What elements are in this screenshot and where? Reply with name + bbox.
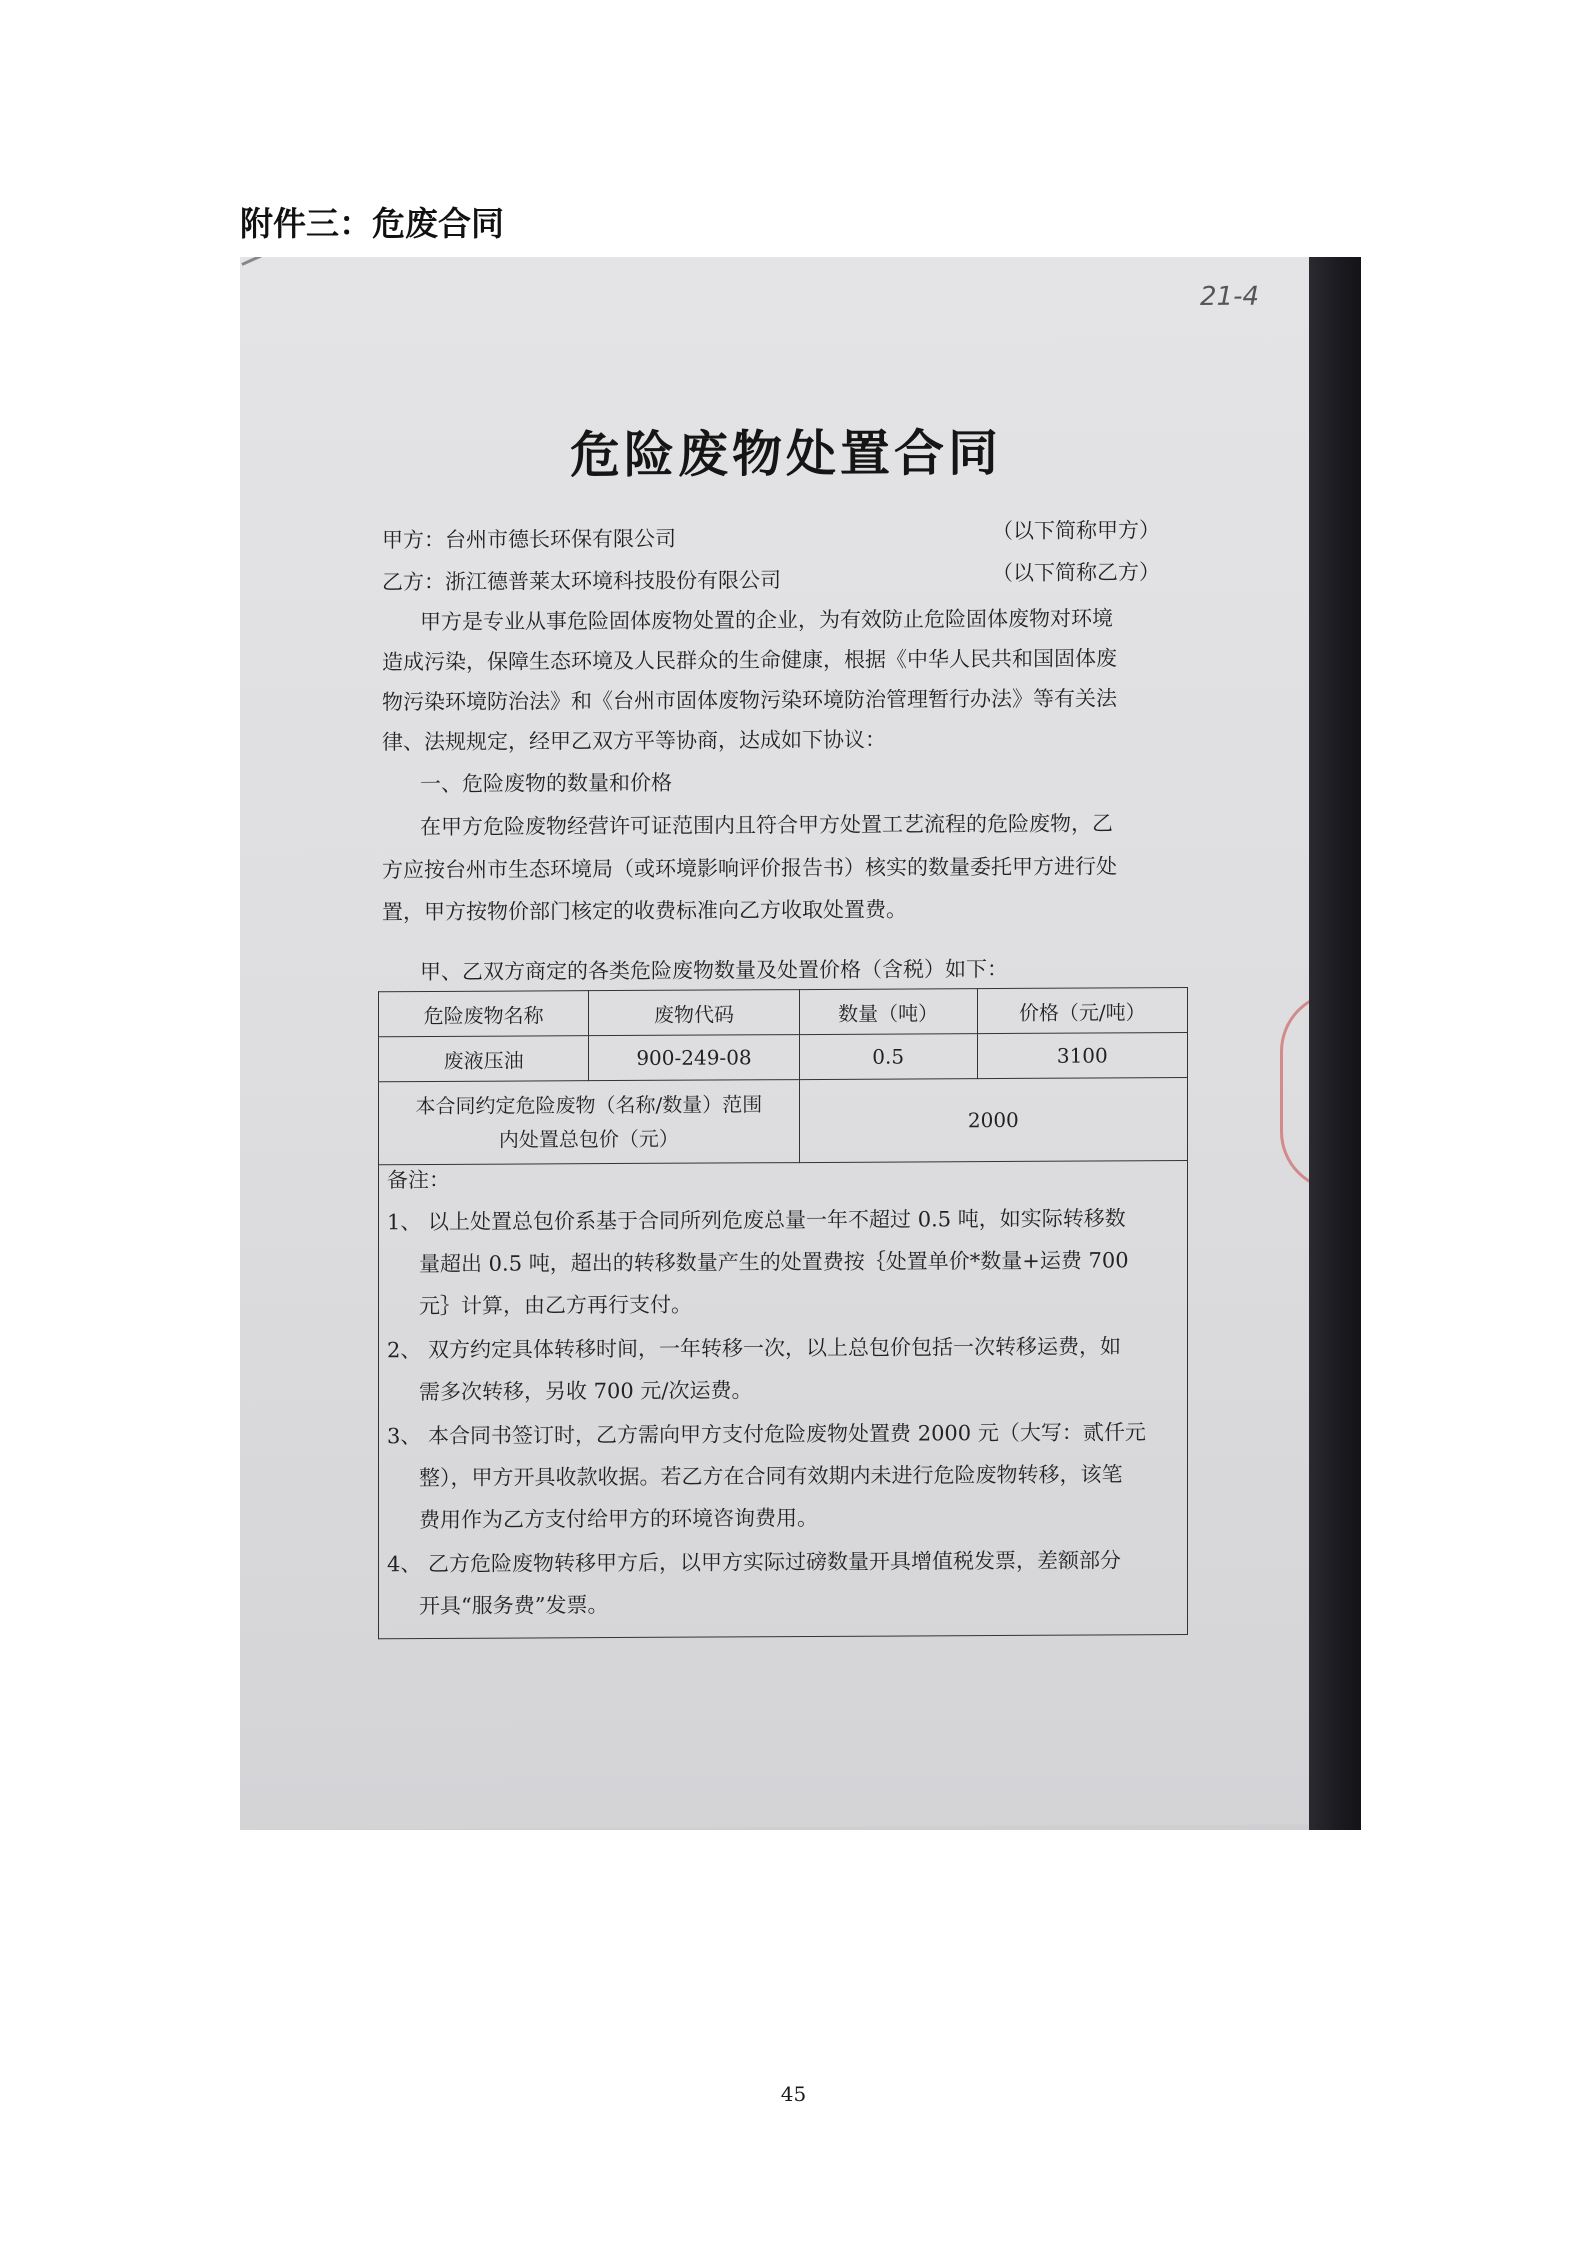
page-number: 45 [780, 2082, 807, 2106]
page-heading: 附件三：危废合同 [240, 204, 504, 243]
table-cell: 3100 [977, 1033, 1187, 1079]
table-cell: 废液压油 [379, 1036, 589, 1082]
notes-box [378, 1150, 1188, 1639]
note-line: 费用作为乙方支付给甲方的环境咨询费用。 [419, 1505, 818, 1533]
note-line: 需多次转移，另收 700 元/次运费。 [419, 1378, 753, 1405]
section-line: 方应按台州市生态环境局（或环境影响评价报告书）核实的数量委托甲方进行处 [382, 854, 1117, 883]
note-line: 4、 乙方危险废物转移甲方后，以甲方实际过磅数量开具增值税发票，差额部分 [387, 1548, 1122, 1577]
table-cell: 900-249-08 [589, 1035, 799, 1081]
intro-line: 物污染环境防治法》和《台州市固体废物污染环境防治管理暂行办法》等有关法 [382, 686, 1117, 715]
photo-background-edge [1309, 257, 1361, 1830]
party-b: 乙方：浙江德普莱太环境科技股份有限公司 [382, 568, 781, 595]
table-intro: 甲、乙双方商定的各类危险废物数量及处置价格（含税）如下： [420, 956, 1008, 985]
section-line: 在甲方危险废物经营许可证范围内且符合甲方处置工艺流程的危险废物，乙 [420, 811, 1113, 840]
contract-paper [240, 257, 1310, 1830]
contract-photo [240, 257, 1361, 1830]
table-header: 废物代码 [589, 990, 799, 1036]
total-label: 本合同约定危险废物（名称/数量）范围 [415, 1092, 763, 1119]
table-header: 价格（元/吨） [977, 988, 1187, 1034]
intro-line: 造成污染，保障生态环境及人民群众的生命健康，根据《中华人民共和国固体废 [382, 646, 1117, 675]
pen-mark [241, 257, 306, 266]
intro-line: 律、法规规定，经甲乙双方平等协商，达成如下协议： [382, 727, 886, 755]
table-header: 危险废物名称 [379, 991, 589, 1037]
note-line: 整），甲方开具收款收据。若乙方在合同有效期内未进行危险废物转移，该笔 [419, 1462, 1123, 1491]
section-line: 置，甲方按物价部门核定的收费标准向乙方收取处置费。 [382, 897, 907, 925]
total-label: 内处置总包价（元） [498, 1126, 679, 1152]
party-a-note: （以下简称甲方） [992, 518, 1160, 544]
note-line: 量超出 0.5 吨，超出的转移数量产生的处置费按｛处置单价*数量+运费 700 [419, 1248, 1129, 1277]
table-cell: 0.5 [799, 1034, 977, 1080]
note-line: 2、 双方约定具体转移时间，一年转移一次，以上总包价包括一次转移运费，如 [387, 1334, 1122, 1363]
table-row [379, 1033, 1188, 1082]
table-header: 数量（吨） [799, 989, 977, 1035]
party-a: 甲方：台州市德长环保有限公司 [382, 526, 676, 553]
handwritten-mark: 21-4 [1200, 281, 1260, 312]
note-line: 开具“服务费”发票。 [419, 1593, 609, 1619]
note-line: 元｝计算，由乙方再行支付。 [419, 1292, 692, 1319]
note-line: 1、 以上处置总包价系基于合同所列危废总量一年不超过 0.5 吨，如实际转移数 [387, 1206, 1126, 1235]
table-header-row [379, 988, 1188, 1037]
section-title: 一、危险废物的数量和价格 [420, 770, 672, 797]
total-value: 2000 [799, 1078, 1187, 1163]
intro-line: 甲方是专业从事危险固体废物处置的企业，为有效防止危险固体废物对环境 [420, 606, 1113, 635]
notes-title: 备注： [387, 1167, 450, 1193]
party-b-note: （以下简称乙方） [992, 560, 1160, 586]
fee-table [378, 987, 1188, 1165]
note-line: 3、 本合同书签订时，乙方需向甲方支付危险废物处置费 2000 元（大写：贰仟元 [387, 1420, 1146, 1449]
contract-title: 危险废物处置合同 [570, 424, 1002, 485]
